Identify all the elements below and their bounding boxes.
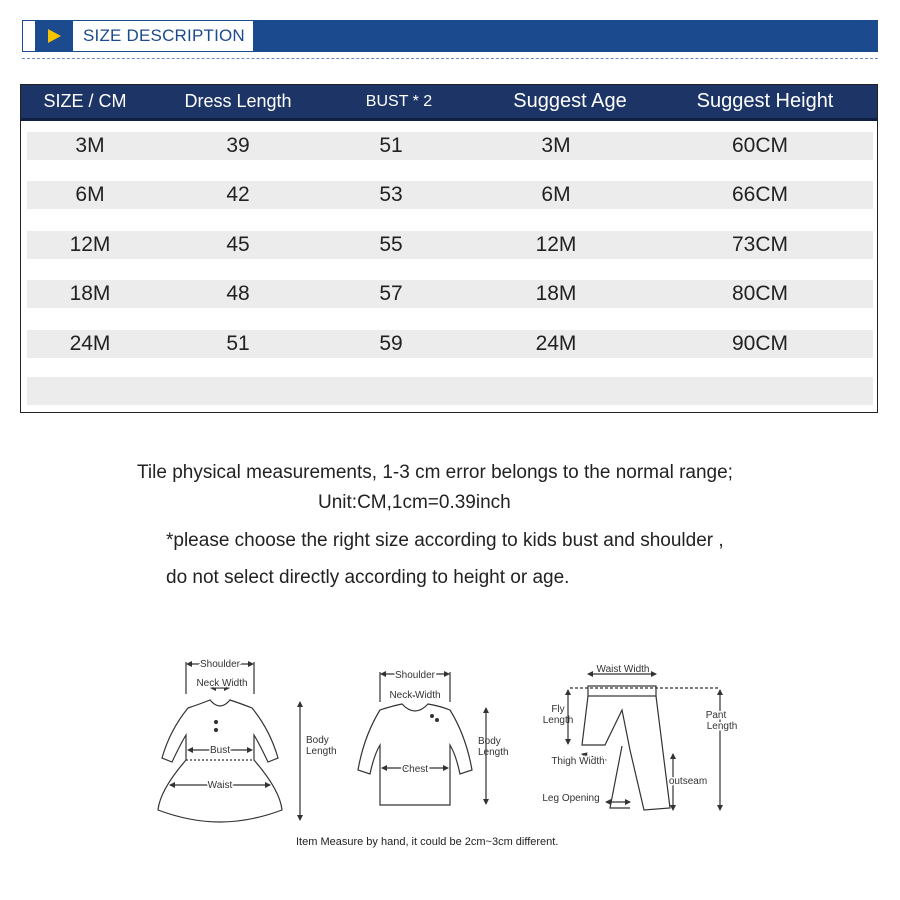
cell-dress-length: 48 [226,282,250,305]
dress-body-length-label: Length [306,746,337,757]
shirt-neck-width-label: Neck Width [389,690,441,701]
dress-shoulder-label: Shoulder [199,659,241,670]
cell-bust: 53 [379,183,403,206]
table-row [27,181,873,209]
cell-size: 24M [69,332,111,355]
shirt-body-length-label: Length [478,747,509,758]
cell-bust: 57 [379,282,403,305]
empty-table-row [27,377,873,405]
dress-bust-label: Bust [209,745,231,756]
cell-suggest-age: 3M [541,134,571,157]
pants-waist-width-label: Waist Width [596,664,650,675]
play-triangle-icon [35,21,73,51]
pants-thigh-width-label: Thigh Width [551,756,605,767]
cell-bust: 59 [379,332,403,355]
section-header-tag [22,20,254,52]
size-table [20,84,878,413]
pants-fly-length-label: Fly [551,704,565,715]
table-header [21,85,877,121]
table-row [27,132,873,160]
pants-pant-length-label: Length [706,721,738,732]
dress-neck-width-label: Neck Width [196,678,248,689]
cell-suggest-height: 66CM [731,183,789,206]
note-measurement-error: Tile physical measurements, 1-3 cm error belongs to the normal range; [137,462,733,483]
cell-size: 6M [75,183,105,206]
cell-suggest-age: 24M [535,332,577,355]
pants-diagram [568,674,720,810]
measure-caption: Item Measure by hand, it could be 2cm~3cm different. [296,836,559,848]
cell-dress-length: 45 [226,233,250,256]
cell-size: 12M [69,233,111,256]
dress-body-length-label: Body [306,735,329,746]
pants-leg-opening-label: Leg Opening [542,793,600,804]
pants-pant-length-label: Pant [705,710,727,721]
cell-bust: 51 [379,134,403,157]
table-row [27,330,873,358]
shirt-chest-label: Chest [401,764,429,775]
cell-dress-length: 39 [226,134,250,157]
header-divider [22,58,878,59]
cell-suggest-height: 60CM [731,134,789,157]
pants-fly-length-label: Length [542,715,574,726]
measurement-diagrams [130,650,770,860]
cell-dress-length: 42 [226,183,250,206]
section-title: SIZE DESCRIPTION [83,26,245,45]
shirt-shoulder-label: Shoulder [394,670,436,681]
shirt-body-length-label: Body [478,736,501,747]
cell-suggest-height: 80CM [731,282,789,305]
cell-size: 18M [69,282,111,305]
cell-suggest-age: 12M [535,233,577,256]
column-header-size: SIZE / CM [43,91,127,111]
note-unit: Unit:CM,1cm=0.39inch [318,492,511,513]
cell-dress-length: 51 [226,332,250,355]
table-row [27,231,873,259]
column-header-bust: BUST * 2 [365,93,433,110]
table-row [27,280,873,308]
section-header-bar [22,20,878,52]
note-do-not-select: do not select directly according to height or age. [166,567,570,588]
note-choose-size: *please choose the right size according to kids bust and shoulder , [166,530,724,551]
cell-suggest-age: 6M [541,183,571,206]
cell-bust: 55 [379,233,403,256]
pants-outseam-label: outseam [668,776,708,787]
dress-waist-label: Waist [207,780,233,791]
cell-suggest-height: 90CM [731,332,789,355]
column-header-dress-length: Dress Length [184,91,292,111]
cell-suggest-height: 73CM [731,233,789,256]
column-header-suggest-height: Suggest Height [696,90,834,112]
cell-size: 3M [75,134,105,157]
column-header-suggest-age: Suggest Age [513,90,627,112]
cell-suggest-age: 18M [535,282,577,305]
